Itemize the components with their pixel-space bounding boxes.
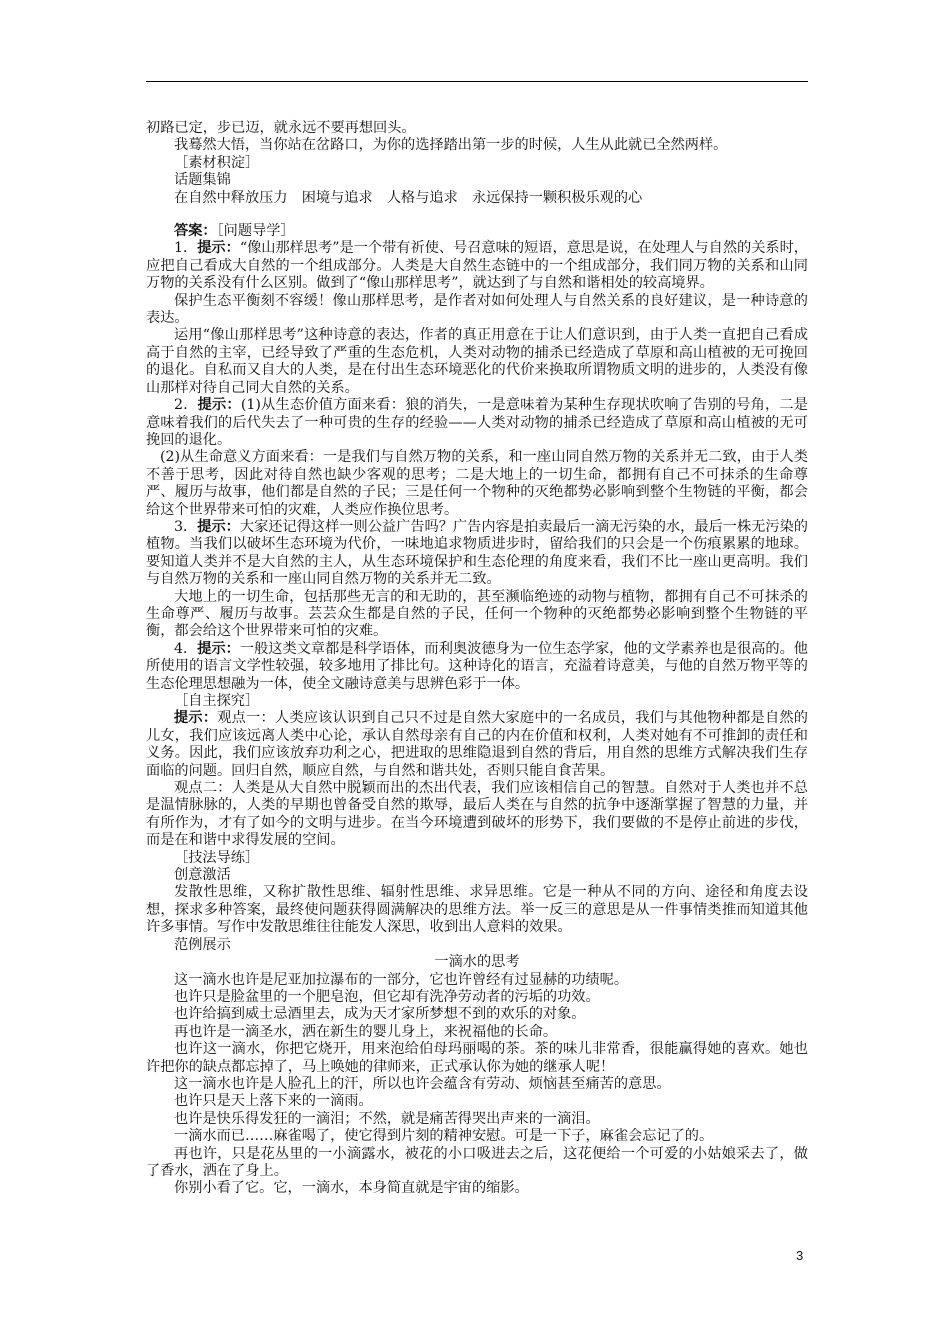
essay-line: 这一滴水也许是尼亚加拉瀑布的一部分，它也许曾经有过显赫的功绩呢。 [174, 971, 629, 988]
view-2: 观点二：人类是从大自然中脱颖而出的杰出代表，我们应该相信自己的智慧。自然对于人类也并不总是温情脉脉的，人类的早期也曾备受自然的欺辱，最后人类在与自然的抗争中逐渐掌握了智慧的力量，并有所作为，才有了如今的文明与进步。在当今环境遭到破坏的形势下，我们要做的不是停止前进的步伐，而是在和谐中求得发展的空间。 [146, 780, 808, 849]
answer-section: ［问题导学］ [216, 223, 295, 240]
hint-label: 提示： [197, 640, 240, 657]
hint-label: 提示： [174, 710, 218, 727]
header-rule [146, 81, 808, 82]
section-heading-explore: ［自主探究］ [174, 693, 260, 709]
subheading-example: 范例展示 [174, 936, 231, 953]
answer-number: 3． [174, 518, 198, 535]
essay-line: 再也许，只是花丛里的一小滴露水，被花的小口吸进去之后，这花便给一个可爱的小姑娘采去了，做了香水，洒在了身上。 [146, 1145, 808, 1179]
paragraph: 大地上的一切生命，包括那些无言的和无助的，甚至濒临绝迹的动物与植物，都拥有自己不可抹杀的生命尊严、履历与故事。芸芸众生都是自然的子民，任何一个物种的灭绝都势必影响到整个生物链的平衡，都会给这个世界带来可怕的灾难。 [146, 588, 808, 640]
hint-label: 提示： [197, 397, 241, 414]
answer-4 [146, 641, 808, 693]
paragraph: (2)从生命意义方面来看：一是我们与自然万物的关系，和一座山同自然万物的关系并无二致，由于人类不善于思考，因此对待自然也缺少客观的思考；二是大地上的一切生命，都拥有自己不可抹杀的生命尊严、履历与故事，他们都是自然的子民；三是任何一个物种的灭绝都势必影响到整个生物链的平衡，都会给这个世界带来可怕的灾难，人类应作换位思考。 [146, 449, 808, 518]
answer-number: 2． [174, 397, 198, 414]
paragraph: 保护生态平衡刻不容缓！像山那样思考，是作者对如何处理人与自然关系的良好建议，是一种诗意的表达。 [146, 292, 808, 327]
answer-text: 一般这类文章都是科学语体，而利奥波德身为一位生态学家，他的文学素养也是很高的。他所使用的语言文学性较强，较多地用了排比句。这种诗化的语言，充溢着诗意美，与他的自然万物平等的生态伦理思想融为一体，使全文融诗意美与思辨色彩于一体。 [146, 640, 808, 692]
answer-text: 大家还记得这样一则公益广告吗？广告内容是拍卖最后一滴无污染的水，最后一株无污染的植物。当我们以破坏生态环境为代价，一味地追求物质进步时，留给我们的只会是一个伤痕累累的地球。要知道人类并不是大自然的主人，从生态环境保护和生态伦理的角度来看，我们不比一座山更高明。我们与自然万物的关系和一座山同自然万物的关系并无二致。 [146, 518, 808, 588]
answer-1 [146, 240, 808, 292]
section-heading-skill: ［技法导练］ [174, 849, 260, 866]
page-number: 3 [796, 1248, 804, 1263]
subheading-inspiration: 创意激活 [174, 867, 231, 884]
hint-label: 提示： [197, 518, 240, 535]
essay-line: 再也许是一滴圣水，洒在新生的婴儿身上，来祝福他的长命。 [174, 1023, 558, 1040]
section-heading-material: ［素材积淀］ [174, 154, 260, 171]
paragraph: 运用“像山那样思考”这种诗意的表达，作者的真正用意在于让人们意识到，由于人类一直把自己看成高于自然的主宰，已经导致了严重的生态危机，人类对动物的捕杀已经造成了草原和高山植被的无可挽回的退化。自私而又自大的人类，是在付出生态环境恶化的代价来换取所谓物质文明的进步的，人类没有像山那样对待自己同大自然的关系。 [146, 327, 808, 396]
topic-list: 在自然中释放压力 困境与追求 人格与追求 永远保持一颗积极乐观的心 [174, 189, 643, 206]
hint-label: 提示： [197, 240, 240, 257]
essay-line: 你别小看了它。它，一滴水，本身简直就是宇宙的缩影。 [174, 1180, 529, 1197]
essay-title: 一滴水的思考 [434, 954, 520, 971]
skill-description: 发散性思维，又称扩散性思维、辐射性思维、求异思维。它是一种从不同的方向、途径和角度去设想，探求多种答案，最终使问题获得圆满解决的思维方法。举一反三的意思是从一件事情类推而知道其他许多事情。写作中发散思维往往能发人深思，收到出人意料的效果。 [146, 884, 808, 936]
paragraph: 初路已定，步已迈，就永远不要再想回头。 [146, 120, 416, 136]
subheading-topics: 话题集锦 [174, 172, 231, 189]
essay-line: 这一滴水也许是人脸孔上的汗，所以也许会蕴含有劳动、烦恼甚至痛苦的意思。 [174, 1075, 671, 1092]
answer-heading [146, 223, 808, 240]
answer-number: 4． [174, 640, 198, 657]
view-1 [146, 710, 808, 780]
view-text: 观点一：人类应该认识到自己只不过是自然大家庭中的一名成员，我们与其他物种都是自然的儿女，我们应该远离人类中心论，承认自然母亲有自己的内在价值和权利，人类对她有不可推卸的责任和义务。因此，我们应该放弃功利之心，把进取的思维隐退到自然的背后，用自然的思维方式解决我们生存面临的问题。回归自然，顺应自然，与自然和谐共处，否则只能自食苦果。 [146, 710, 808, 779]
answer-text: “像山那样思考”是一个带有祈使、号召意味的短语，意思是说，在处理人与自然的关系时，应把自己看成大自然的一个组成部分。人类是大自然生态链中的一个组成部分，我们同万物的关系和山同万物的关系没有什么区别。做到了“像山那样思考”，就达到了与自然和谐相处的较高境界。 [146, 240, 808, 292]
answer-number: 1． [174, 240, 198, 257]
paragraph: 我蓦然大悟，当你站在岔路口，为你的选择踏出第一步的时候，人生从此就已全然两样。 [174, 137, 728, 154]
essay-line: 也许只是天上落下来的一滴雨。 [174, 1093, 373, 1110]
essay-line: 也许给搞到威士忌酒里去，成为天才家所梦想不到的欢乐的对象。 [174, 1006, 586, 1023]
essay-line: 一滴水而已……麻雀喝了，使它得到片刻的精神安慰。可是一下子，麻雀会忘记了的。 [174, 1128, 714, 1145]
answer-label: 答案： [174, 223, 217, 240]
essay-line: 也许这一滴水，你把它烧开，用来泡给伯母玛丽喝的茶。茶的味儿非常香，很能赢得她的喜欢。她也许把你的缺点都忘掉了，马上唤她的律师来，正式承认你为她的继承人呢！ [146, 1041, 808, 1075]
answer-2 [146, 397, 808, 449]
document-body [146, 120, 808, 1198]
answer-text: (1)从生态价值方面来看：狼的消失，一是意味着为某种生存现状吹响了告别的号角，二是意味着我们的后代失去了一种可贵的生存的经验——人类对动物的捕杀已经造成了草原和高山植被的无可挽回的退化。 [146, 397, 808, 448]
answer-3 [146, 519, 808, 589]
essay-line: 也许是快乐得发狂的一滴泪；不然，就是痛苦得哭出声来的一滴泪。 [174, 1110, 600, 1127]
essay-line: 也许只是脸盆里的一个肥皂泡，但它却有洗净劳动者的污垢的功效。 [174, 988, 600, 1005]
